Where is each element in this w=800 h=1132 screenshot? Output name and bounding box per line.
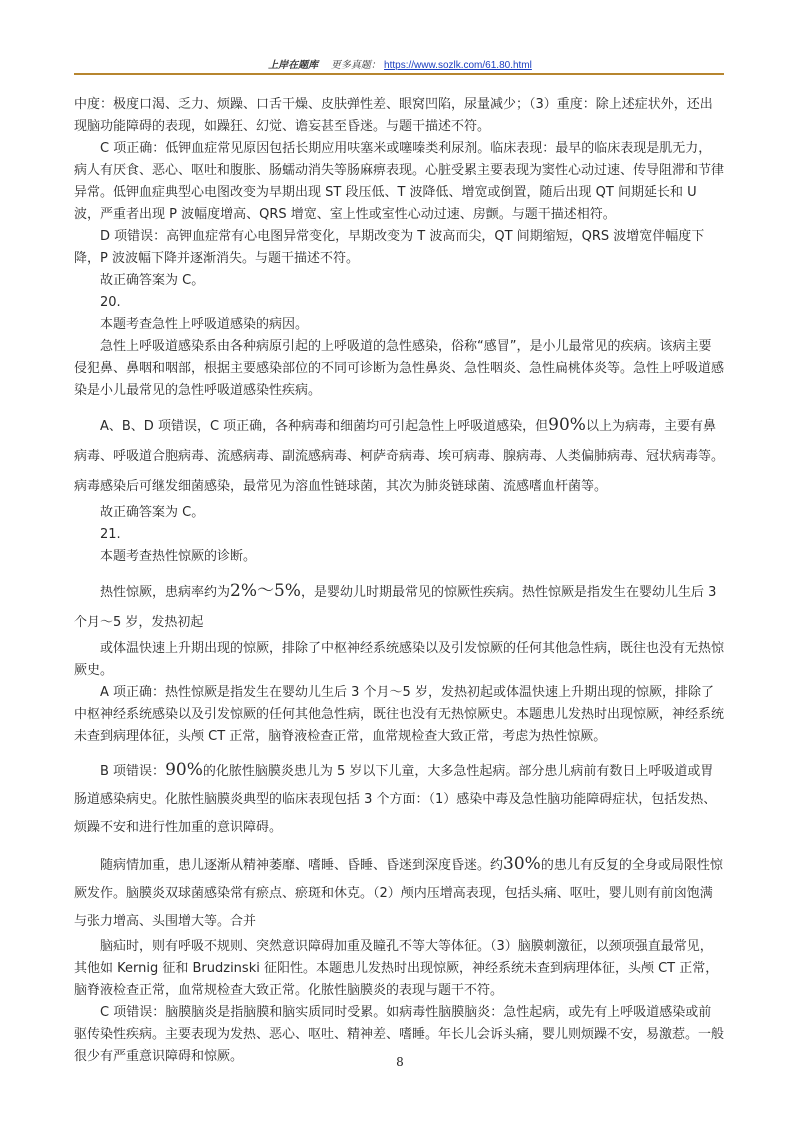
percent-value: 30%	[503, 854, 541, 874]
text-run: 热性惊厥，患病率约为	[100, 585, 231, 600]
site-name: 上岸在题库	[268, 60, 319, 71]
text-run: 以上为病毒，主要有鼻病毒、呼吸道合胞病毒、流感病毒、副流感病毒、柯萨奇病毒、埃可病毒、腺病毒、人类偏肺病毒、冠状病毒等。病毒感染后可继发细菌感染，最常见为溶血性链球菌，其次为肺炎链球菌、流感嗜血杆菌等。	[74, 419, 725, 494]
paragraph: 本题考查急性上呼吸道感染的病因。	[100, 317, 309, 332]
header-divider	[74, 73, 724, 75]
paragraph: C 项正确：低钾血症常见原因包括长期应用呋塞米或噻嗪类利尿剂。临床表现：最早的临床表现是肌无力，病人有厌食、恶心、呕吐和腹胀、肠蠕动消失等肠麻痹表现。心脏受累主要表现为窦性心动过速、传导阻滞和节律异常。低钾血症典型心电图改变为早期出现 ST 段压低、T 波降低、增宽或倒置，随后出现 QT 间期延长和 U 波，严重者出现 P 波幅度增高、QRS 增宽、室上性或室性心动过速、房颤。与题干描述相符。	[74, 141, 725, 222]
question-number: 21.	[100, 527, 121, 542]
paragraph: 本题考查热性惊厥的诊断。	[100, 549, 257, 564]
question-number: 20.	[100, 295, 121, 310]
answer-line: 故正确答案为 C。	[100, 273, 205, 288]
text-run: ，是婴幼儿时期最常见的惊厥性疾病。热性惊厥是指发生在婴幼儿生后 3 个月～5 岁，发热初起	[74, 585, 717, 630]
page-number: 8	[396, 1055, 404, 1069]
paragraph	[74, 576, 724, 638]
answer-line: 故正确答案为 C。	[100, 505, 205, 520]
text-run: 随病情加重，患儿逐渐从精神萎靡、嗜睡、昏睡、昏迷到深度昏迷。约	[100, 858, 504, 873]
text-run: 的患儿有反复的全身或局限性惊厥发作。脑膜炎双球菌感染常有瘀点、瘀斑和休克。（2）颅内压增高表现，包括头痛、呕吐，婴儿则有前囟饱满与张力增高、头围增大等。合并	[74, 858, 723, 929]
paragraph	[74, 850, 724, 936]
percent-value: 90%	[165, 760, 203, 780]
paragraph	[74, 410, 724, 502]
paragraph: C 项错误：脑膜脑炎是指脑膜和脑实质同时受累。如病毒性脑膜脑炎：急性起病，或先有上呼吸道感染或前驱传染性疾病。主要表现为发热、恶心、呕吐、精神差、嗜睡。年长儿会诉头痛，婴儿则烦躁不安，易激惹。一般很少有严重意识障碍和惊厥。	[74, 1005, 725, 1064]
paragraph: 脑疝时，则有呼吸不规则、突然意识障碍加重及瞳孔不等大等体征。（3）脑膜刺激征，以颈项强直最常见，其他如 Kernig 征和 Brudzinski 征阳性。本题患儿发热时出现惊厥，神经系统未查到病理体征，头颅 CT 正常，脑脊液检查正常，血常规检查大致正常。化脓性脑膜炎的表现与题干不符。	[74, 939, 719, 998]
paragraph: D 项错误：高钾血症常有心电图异常变化，早期改变为 T 波高而尖，QT 间期缩短，QRS 波增宽伴幅度下降，P 波波幅下降并逐渐消失。与题干描述不符。	[74, 229, 705, 266]
header-link[interactable]: https://www.sozlk.com/61.80.html	[384, 60, 532, 71]
text-run: B 项错误：	[100, 764, 166, 779]
paragraph: 急性上呼吸道感染系由各种病原引起的上呼吸道的急性感染，俗称“感冒”，是小儿最常见的疾病。该病主要侵犯鼻、鼻咽和咽部，根据主要感染部位的不同可诊断为急性鼻炎、急性咽炎、急性扁桃体炎等。急性上呼吸道感染是小儿最常见的急性呼吸道感染性疾病。	[74, 339, 725, 398]
more-questions-label: 更多真题：	[330, 60, 381, 71]
page-header	[0, 56, 800, 71]
paragraph: 中度：极度口渴、乏力、烦躁、口舌干燥、皮肤弹性差、眼窝凹陷，尿量减少；（3）重度：除上述症状外，还出现脑功能障碍的表现，如躁狂、幻觉、谵妄甚至昏迷。与题干描述不符。	[74, 97, 713, 134]
paragraph: 或体温快速上升期出现的惊厥，排除了中枢神经系统感染以及引发惊厥的任何其他急性病，既往也没有无热惊厥史。	[74, 641, 725, 678]
text-run: A、B、D 项错误，C 项正确，各种病毒和细菌均可引起急性上呼吸道感染，但	[100, 419, 549, 434]
percent-value: 2%～5%	[230, 581, 301, 601]
percent-value: 90%	[548, 415, 586, 435]
paragraph	[74, 756, 724, 842]
paragraph: A 项正确：热性惊厥是指发生在婴幼儿生后 3 个月～5 岁，发热初起或体温快速上升期出现的惊厥，排除了中枢神经系统感染以及引发惊厥的任何其他急性病，既往也没有无热惊厥史。本题患儿发热时出现惊厥，神经系统未查到病理体征，头颅 CT 正常，脑脊液检查正常，血常规检查大致正常，考虑为热性惊厥。	[74, 685, 725, 744]
document-body	[74, 94, 724, 1068]
text-run: 的化脓性脑膜炎患儿为 5 岁以下儿童，大多急性起病。部分患儿病前有数日上呼吸道或胃肠道感染病史。化脓性脑膜炎典型的临床表现包括 3 个方面：（1）感染中毒及急性脑功能障碍症状，包括发热、烦躁不安和进行性加重的意识障碍。	[74, 764, 717, 835]
